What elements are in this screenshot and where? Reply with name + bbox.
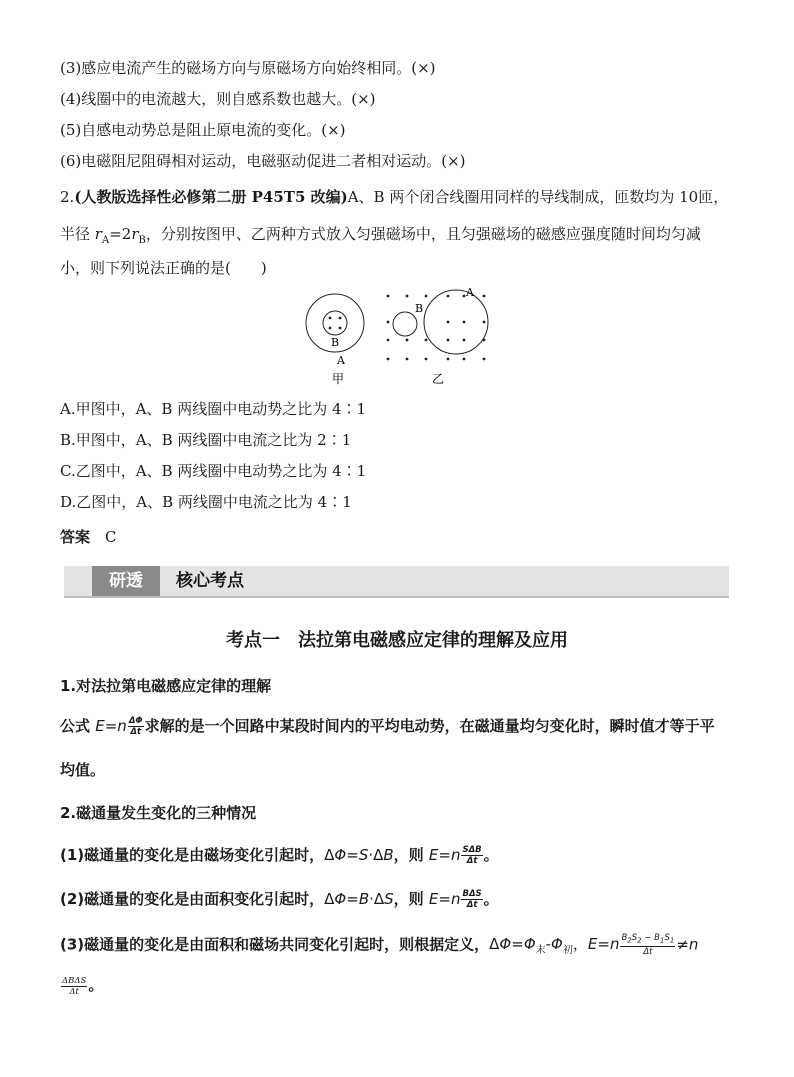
caption-jia: 甲 (331, 372, 345, 386)
point-1-heading: 1.对法拉第电磁感应定律的理解 (60, 677, 272, 695)
case-3: (3)磁通量的变化是由面积和磁场共同变化引起时，则根据定义，$\Delta\Phi=\Phi_末-\Phi_初$，E=n $\frac{B_2S_2 - B_1S_1}{\Delta t}$ ≠n (60, 933, 699, 957)
case-3-fraction: $\frac{B_2S_2 - B_1S_1}{\Delta t}$ (621, 933, 675, 957)
emf-fraction: $\frac{\Delta\Phi}{\Delta t}$ (128, 716, 143, 737)
question-number: 2. (60, 188, 75, 206)
question-source: (人教版选择性必修第二册 P45T5 改编) (74, 188, 348, 206)
case-3-fraction-2: $\frac{\text{ΔBΔS}}{\Delta t}$ (62, 975, 87, 997)
coil-b-yi (393, 312, 417, 336)
statement-6: (6)电磁阻尼阻碍相对运动，电磁驱动促进二者相对运动。(×) (60, 152, 466, 170)
answer (60, 527, 117, 547)
option-c: C.乙图中，A、B 两线圈中电动势之比为 4∶1 (60, 462, 367, 480)
label-b-yi: B (414, 302, 424, 315)
answer-value: C (105, 528, 117, 546)
statement-4: (4)线圈中的电流越大，则自感系数也越大。(×) (60, 90, 376, 108)
point-1-body: 公式 E=n $\frac{\Delta\Phi}{\Delta t}$ 求解的是一个回路中某段时间内的平均电动势，在磁通量均匀变化时，瞬时值才等于平 (60, 716, 715, 737)
case-1-fraction: $\frac{\text{SΔB}}{\Delta t}$ (462, 845, 482, 866)
question-text-2-pre: 半径 (60, 225, 95, 243)
label-a-yi: A (466, 286, 474, 299)
coil-b-jia (323, 311, 347, 335)
figure-yi (380, 284, 500, 386)
question-text-2-post: ，分别按图甲、乙两种方式放入匀强磁场中，且匀强磁场的磁感应强度随时间均匀减 (145, 225, 701, 243)
coil-a-yi (424, 290, 488, 354)
label-a-jia: A (337, 354, 345, 367)
statement-5: (5)自感电动势总是阻止原电流的变化。(×) (60, 121, 346, 139)
case-2-fraction: $\frac{\text{BΔS}}{\Delta t}$ (462, 889, 482, 910)
caption-yi: 乙 (431, 372, 445, 386)
case-2: (2)磁通量的变化是由面积变化引起时，ΔΦ=B·ΔS，则 E=n $\frac{\text{BΔS}}{\Delta t}$ 。 (60, 889, 499, 910)
answer-label: 答案 (60, 528, 91, 546)
banner-background (64, 566, 729, 596)
label-b-jia: B (330, 336, 340, 349)
point-1-body-line-2: 均值。 (60, 761, 106, 779)
banner-tab: 研透 (92, 566, 160, 596)
section-title: 考点一 法拉第电磁感应定律的理解及应用 (226, 630, 568, 651)
option-d: D.乙图中，A、B 两线圈中电流之比为 4∶1 (60, 493, 352, 511)
banner-divider (64, 596, 729, 598)
question-line-1 (60, 187, 728, 207)
radius-relation: $r_A=2r_B$ (94, 225, 146, 246)
section-banner (64, 566, 729, 596)
point-2-heading: 2.磁通量发生变化的三种情况 (60, 804, 257, 822)
case-1: (1)磁通量的变化是由磁场变化引起时，ΔΦ=S·ΔB，则 E=n $\frac{\text{SΔB}}{\Delta t}$ 。 (60, 845, 499, 866)
figure-jia (300, 290, 372, 386)
question-line-3: 小，则下列说法正确的是( ) (60, 259, 267, 277)
option-b: B.甲图中，A、B 两线圈中电流之比为 2∶1 (60, 431, 352, 449)
case-3-continuation: $\frac{\text{ΔBΔS}}{\Delta t}$ 。 (62, 975, 104, 997)
statement-3: (3)感应电流产生的磁场方向与原磁场方向始终相同。(×) (60, 59, 436, 77)
banner-title: 核心考点 (176, 571, 244, 591)
question-text-1: A、B 两个闭合线圈用同样的导线制成，匝数均为 10匝， (347, 188, 729, 206)
question-line-2 (60, 224, 701, 251)
option-a: A.甲图中，A、B 两线圈中电动势之比为 4∶1 (60, 400, 367, 418)
